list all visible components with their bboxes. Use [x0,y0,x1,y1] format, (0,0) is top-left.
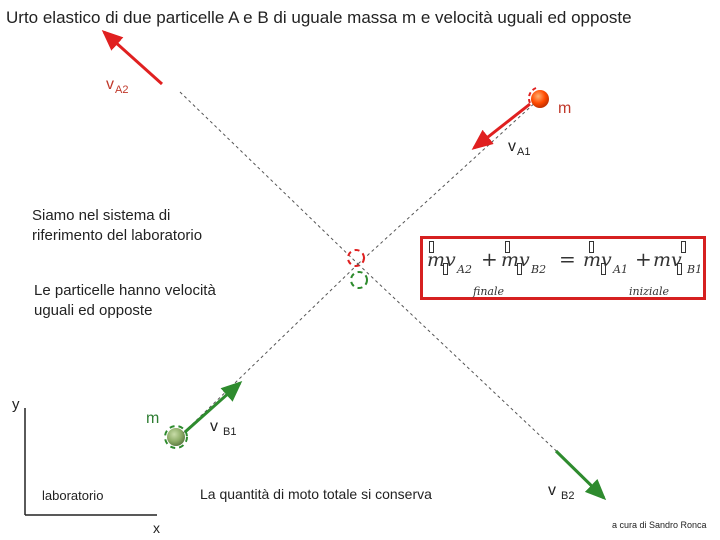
label-vA1-main: v [508,138,516,155]
formula-term-1: mv [427,249,456,271]
particle-a [531,90,549,108]
axis-label-x: x [153,520,160,536]
formula-plus-1: + [481,247,498,271]
formula-caption-final: finale [473,285,505,298]
label-vA2 [106,76,128,94]
label-vB2-main: v [548,482,556,499]
label-vB2-sub: B2 [561,490,575,502]
collision-ghost-b [351,272,367,288]
formula-sub-1: A2 [457,263,472,276]
note-reference-frame: Siamo nel sistema di riferimento del laboratorio [32,207,203,244]
frame-label: laboratorio [42,488,104,503]
author-credit: a cura di Sandro Ronca [612,520,707,530]
label-vB1-sub: B1 [223,426,237,438]
formula-sub-2: B2 [531,263,547,276]
formula-equals: = [559,247,576,271]
note-equal-velocities: Le particelle hanno velocità uguali ed opposte [34,282,216,319]
label-vA2-sub: A2 [115,84,129,96]
formula-sub-3: A1 [613,263,628,276]
formula-term-2: mv [501,249,530,271]
label-vA1-sub: A1 [517,146,531,158]
label-vA1 [508,138,530,156]
formula-term-3: mv [583,249,612,271]
label-vA2-main: v [106,76,114,93]
label-vB2 [548,482,574,500]
momentum-conservation-box [420,236,706,300]
label-vB1-main: v [210,418,218,435]
formula-sub-4: B1 [687,263,703,276]
conservation-statement: La quantità di moto totale si conserva [200,486,432,502]
label-vB1 [210,418,236,436]
formula-plus-2: + [635,247,652,271]
label-mass-bottom: m [146,410,160,427]
formula-caption-initial: iniziale [629,285,670,298]
axis-label-y: y [12,396,20,413]
label-mass-top: m [558,100,572,117]
collision-ghost-a [348,250,364,266]
particle-b [167,428,185,446]
diagram-title: Urto elastico di due particelle A e B di uguale massa m e velocità uguali ed opposte [6,8,632,27]
formula-term-4: mv [653,249,682,271]
